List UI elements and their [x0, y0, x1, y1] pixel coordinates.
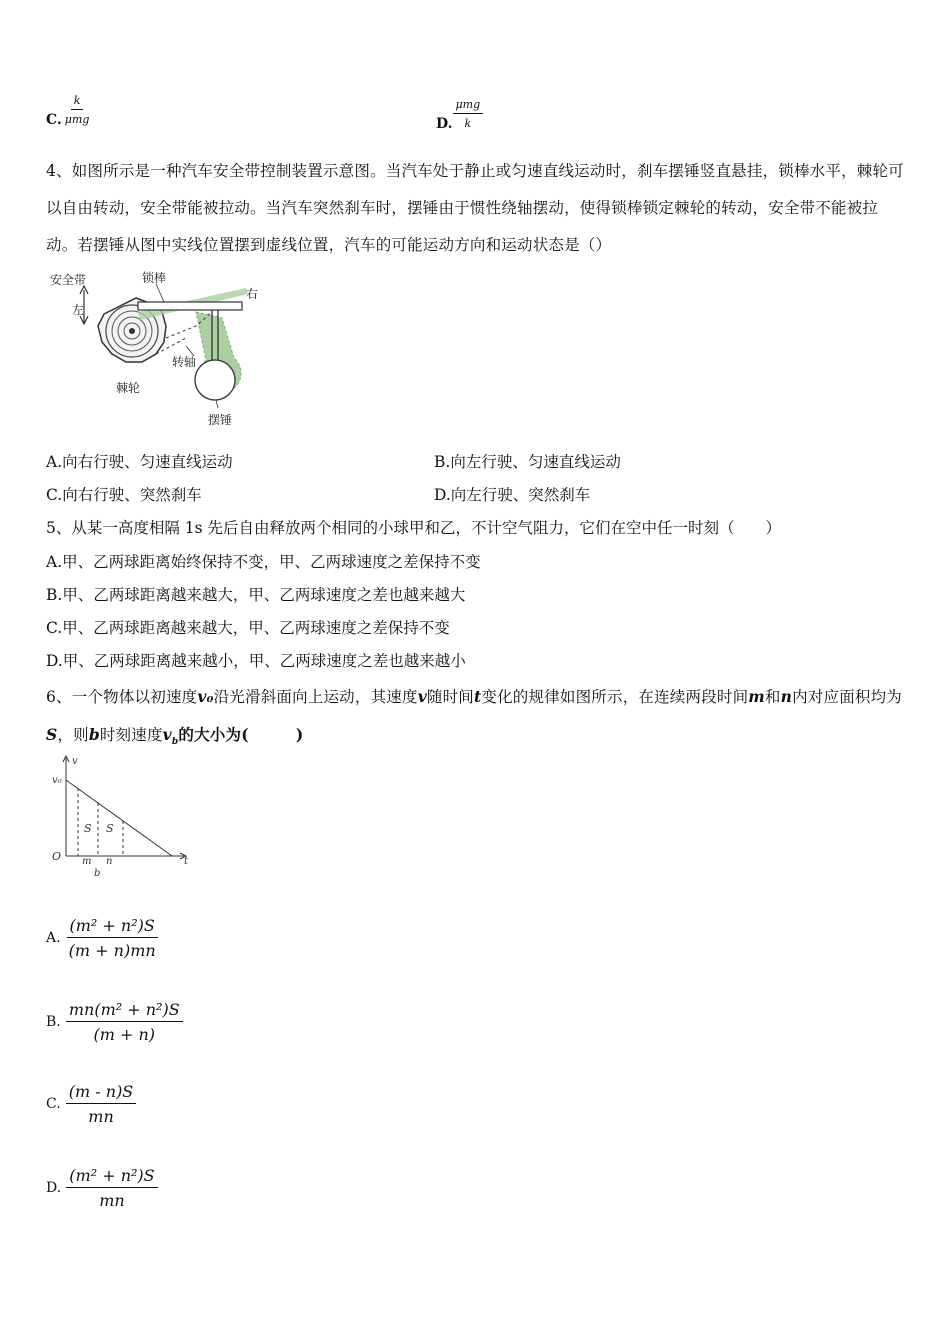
graph-label-v: v [72, 756, 78, 767]
q6-symbol-m: m [748, 687, 765, 706]
q6-option-d-fraction: $\frac{\text{(m² + n²)S}}{mn}$ [66, 1166, 157, 1210]
graph-label-s1: S [84, 822, 92, 835]
graph-label-m: m [82, 856, 92, 867]
q3-option-d-fraction [453, 98, 484, 130]
q6-option-d-label: D. [46, 1180, 62, 1196]
q6-option-a-label: A. [46, 930, 61, 946]
q6-symbol-S: S [46, 725, 58, 744]
pendulum-bob [195, 360, 235, 400]
q6-option-c-label: C. [46, 1096, 61, 1112]
q6-text-9: 的大小为( ) [178, 725, 304, 744]
q6-text-4: 变化的规律如图所示，在连续两段时间 [481, 688, 749, 706]
q3-option-c [46, 96, 92, 128]
q3-option-c-denominator: μmg [64, 113, 90, 126]
q3-option-c-fraction [62, 94, 93, 126]
graph-label-origin: O [52, 850, 62, 863]
q6-option-b-fraction: $\frac{\text{mn(m² + n²)S}}{(m + n)}$ [66, 1000, 183, 1044]
q3-option-c-numerator: k [71, 94, 84, 110]
q6-text-7: ，则 [57, 726, 89, 744]
q5-option-c: C.甲、乙两球距离越来越大，甲、乙两球速度之差保持不变 [46, 619, 450, 637]
q6-symbol-vb: $v_b$ [162, 725, 179, 748]
q3-option-d-denominator: k [464, 117, 472, 130]
q5-option-b: B.甲、乙两球距离越来越大，甲、乙两球速度之差也越来越大 [46, 586, 466, 604]
graph-label-b: b [94, 868, 101, 879]
q3-option-c-label: C. [46, 112, 62, 128]
q6-option-c-fraction: $\frac{(m - n)S}{mn}$ [66, 1082, 137, 1126]
fig-label-axis: 转轴 [172, 355, 197, 369]
q6-text-2: 沿光滑斜面向上运动，其速度 [213, 688, 418, 706]
q3-option-d [436, 100, 483, 132]
q6-option-b [46, 1000, 183, 1044]
q6-symbol-b: b [88, 725, 100, 744]
q6-option-a-fraction: $\frac{\text{(m² + n²)S}}{(m + n)mn}$ [66, 916, 159, 960]
q6-text-1: 6、一个物体以初速度 [46, 688, 198, 706]
q6-option-c [46, 1082, 136, 1126]
graph-label-s2: S [106, 822, 114, 835]
q4-question-text: 4、如图所示是一种汽车安全带控制装置示意图。当汽车处于静止或匀速直线运动时，刹车摆锤竖直悬挂，锁棒水平，棘轮可以自由转动，安全带能被拉动。当汽车突然刹车时，摆锤由于惯性绕轴摆动，使得锁棒锁定棘轮的转动，安全带不能被拉动。若摆锤从图中实线位置摆到虚线位置，汽车的可能运动方向和运动状态是（） [46, 162, 904, 254]
q4-option-a: A.向右行驶、匀速直线运动 [46, 453, 233, 471]
q4-option-b: B.向左行驶、匀速直线运动 [434, 453, 621, 471]
q5-option-d: D.甲、乙两球距离越来越小，甲、乙两球速度之差也越来越小 [46, 652, 466, 670]
fig-label-left: 左 [72, 303, 85, 317]
q6-symbol-n: n [780, 687, 793, 706]
q4-seatbelt-figure [46, 268, 276, 430]
q6-symbol-v: v [417, 687, 427, 706]
q6-question-text [46, 678, 908, 761]
q6-symbol-v0: v₀ [197, 687, 214, 706]
lock-bar [138, 302, 242, 310]
fig-label-pendulum: 摆锤 [208, 413, 233, 427]
q6-text-8: 时刻速度 [99, 726, 163, 744]
q3-option-d-label: D. [436, 116, 453, 132]
q4-option-d: D.向左行驶、突然刹车 [434, 486, 591, 504]
q6-text-5: 和 [764, 688, 781, 706]
fig-label-lock-bar: 锁棒 [142, 271, 167, 285]
q6-symbol-t: t [474, 687, 482, 706]
q3-option-d-numerator: μmg [453, 98, 484, 114]
q6-option-b-label: B. [46, 1014, 61, 1030]
graph-label-t: t [184, 856, 189, 867]
q4-option-c: C.向右行驶、突然刹车 [46, 486, 202, 504]
q6-option-a [46, 916, 159, 960]
q6-velocity-time-graph [46, 752, 196, 882]
graph-label-v0: v₀ [52, 775, 62, 786]
q6-text-6: 内对应面积均为 [792, 688, 902, 706]
q6-text-3: 随时间 [426, 688, 475, 706]
q5-option-a: A.甲、乙两球距离始终保持不变，甲、乙两球速度之差保持不变 [46, 553, 481, 571]
fig-label-right: 右 [246, 287, 259, 301]
velocity-line [66, 780, 172, 856]
fig-label-seatbelt: 安全带 [50, 273, 87, 287]
q5-question-text: 5、从某一高度相隔 1s 先后自由释放两个相同的小球甲和乙，不计空气阻力，它们在空中任一时刻（ ） [46, 519, 782, 537]
q6-option-d [46, 1166, 158, 1210]
graph-label-n: n [106, 856, 113, 867]
fig-label-ratchet: 棘轮 [116, 381, 141, 395]
